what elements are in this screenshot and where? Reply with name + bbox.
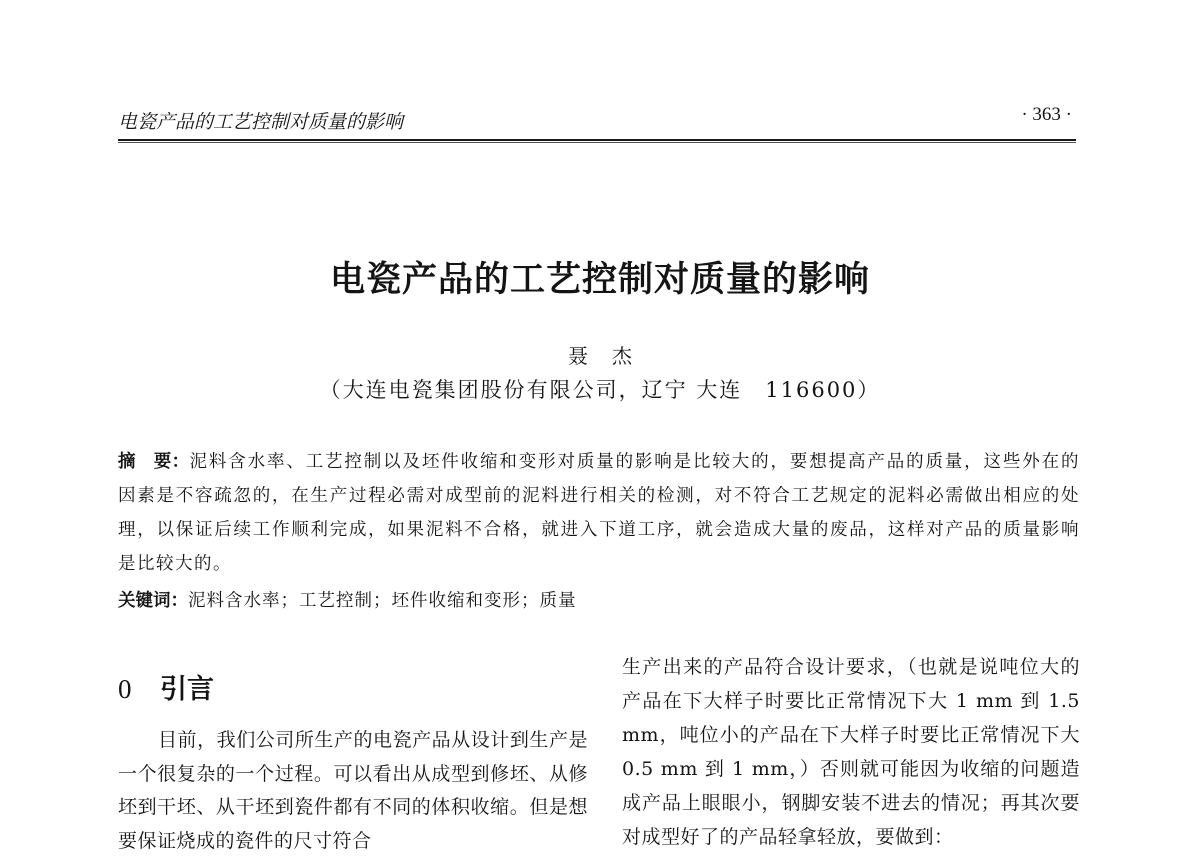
- section-title: 引言: [160, 674, 214, 705]
- abstract-text: 泥料含水率、工艺控制以及坯件收缩和变形对质量的影响是比较大的，要想提高产品的质量，这些外在的因素是不容疏忽的，在生产过程必需对成型前的泥料进行相关的检测，对不符合工艺规定的泥料必需做出相应的处理，以保证后续工作顺利完成，如果泥料不合格，就进入下道工序，就会造成大量的废品，这样对产品的质量影响是比较大的。: [118, 452, 1081, 574]
- section-number: 0: [118, 674, 132, 704]
- intro-paragraph: 目前，我们公司所生产的电瓷产品从设计到生产是一个很复杂的一个过程。可以看出从成型到修坯、从修坯到干坯、从干坯到瓷件都有不同的体积收缩。但是想要保证烧成的瓷件的尺寸符合: [118, 729, 588, 852]
- right-column: [622, 650, 1080, 854]
- abstract-label: 摘 要：: [118, 452, 190, 472]
- keywords-text: 泥料含水率；工艺控制；坯件收缩和变形；质量: [188, 591, 577, 611]
- right-column-paragraph: 生产出来的产品符合设计要求，（也就是说吨位大的产品在下大样子时要比正常情况下大 1 mm 到 1.5 mm，吨位小的产品在下大样子时要比正常情况下大 0.5 mm 到 1 mm，）否则就可能因为收缩的问题造成产品上眼眼小，钢脚安装不进去的情况；再其次要对成型好了的产品轻拿轻放，要做到：: [622, 656, 1080, 848]
- section-heading: [118, 662, 588, 724]
- keywords: [118, 587, 1080, 615]
- left-column: [118, 662, 588, 858]
- running-header: [118, 103, 1076, 141]
- page-number: · 363 ·: [1021, 104, 1072, 125]
- abstract: [118, 445, 1080, 581]
- keywords-label: 关键词：: [118, 591, 188, 611]
- running-title: 电瓷产品的工艺控制对质量的影响: [118, 111, 404, 133]
- article-title: 电瓷产品的工艺控制对质量的影响: [329, 259, 870, 300]
- author-name: 聂杰: [568, 344, 656, 368]
- author-affiliation: （大连电瓷集团股份有限公司，辽宁 大连 116600）: [319, 378, 881, 402]
- header-rule: [118, 142, 1076, 143]
